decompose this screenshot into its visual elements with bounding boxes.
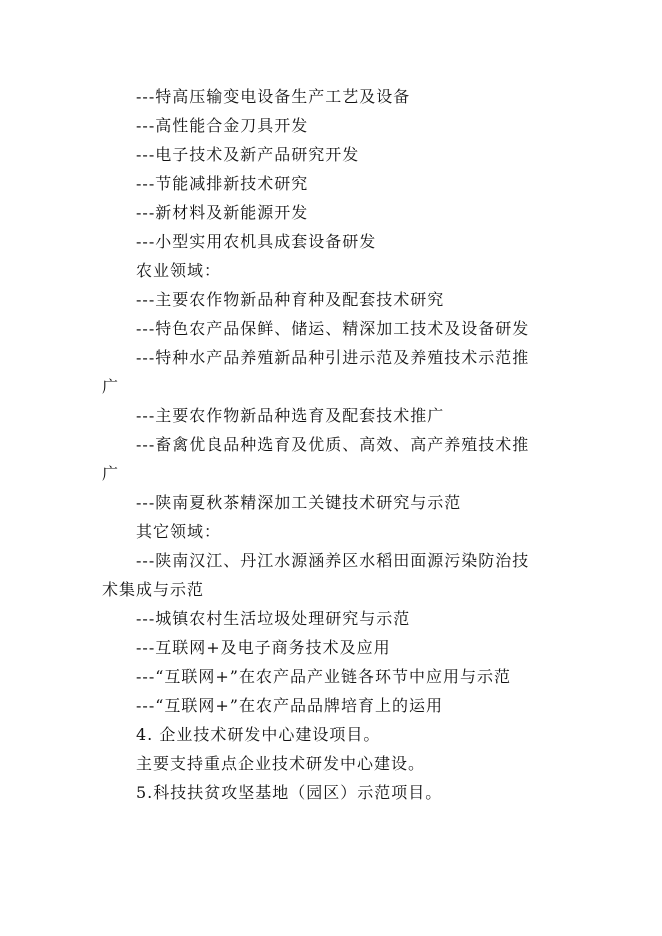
- item-new-materials: ---新材料及新能源开发: [136, 203, 309, 222]
- item-aquaculture: ---特种水产品养殖新品种引进示范及养殖技术示范推: [136, 348, 530, 367]
- item-internet-plus-brand: ---“互联网+”在农产品品牌培育上的运用: [136, 696, 443, 715]
- item-livestock: ---畜禽优良品种选育及优质、高效、高产养殖技术推: [136, 435, 530, 454]
- item-water-pollution-cont: 术集成与示范: [102, 580, 205, 599]
- item-uhv-equipment: ---特高压输变电设备生产工艺及设备: [136, 87, 411, 106]
- item-tea-processing: ---陕南夏秋茶精深加工关键技术研究与示范: [136, 493, 462, 512]
- section-heading-agriculture: 农业领域：: [136, 261, 222, 280]
- item-alloy-tools: ---高性能合金刀具开发: [136, 116, 309, 135]
- item-electronics: ---电子技术及新产品研究开发: [136, 145, 360, 164]
- item-crop-breeding: ---主要农作物新品种育种及配套技术研究: [136, 290, 445, 309]
- item-aquaculture-cont: 广: [102, 377, 120, 396]
- item-crop-selection: ---主要农作物新品种选育及配套技术推广: [136, 406, 445, 425]
- item-energy-saving: ---节能减排新技术研究: [136, 174, 309, 193]
- section-item-4-desc: 主要支持重点企业技术研发中心建设。: [136, 754, 426, 773]
- section-item-4: 4. 企业技术研发中心建设项目。: [136, 725, 381, 744]
- item-livestock-cont: 广: [102, 464, 120, 483]
- item-farm-machinery: ---小型实用农机具成套设备研发: [136, 232, 377, 251]
- section-heading-other: 其它领域：: [136, 522, 222, 541]
- item-water-pollution: ---陕南汉江、丹江水源涵养区水稻田面源污染防治技: [136, 551, 530, 570]
- item-specialty-produce: ---特色农产品保鲜、储运、精深加工技术及设备研发: [136, 319, 530, 338]
- item-ecommerce: ---互联网+及电子商务技术及应用: [136, 638, 391, 657]
- section-item-5: 5.科技扶贫攻坚基地（园区）示范项目。: [136, 783, 443, 802]
- item-waste-treatment: ---城镇农村生活垃圾处理研究与示范: [136, 609, 411, 628]
- item-internet-plus-chain: ---“互联网+”在农产品产业链各环节中应用与示范: [136, 667, 511, 686]
